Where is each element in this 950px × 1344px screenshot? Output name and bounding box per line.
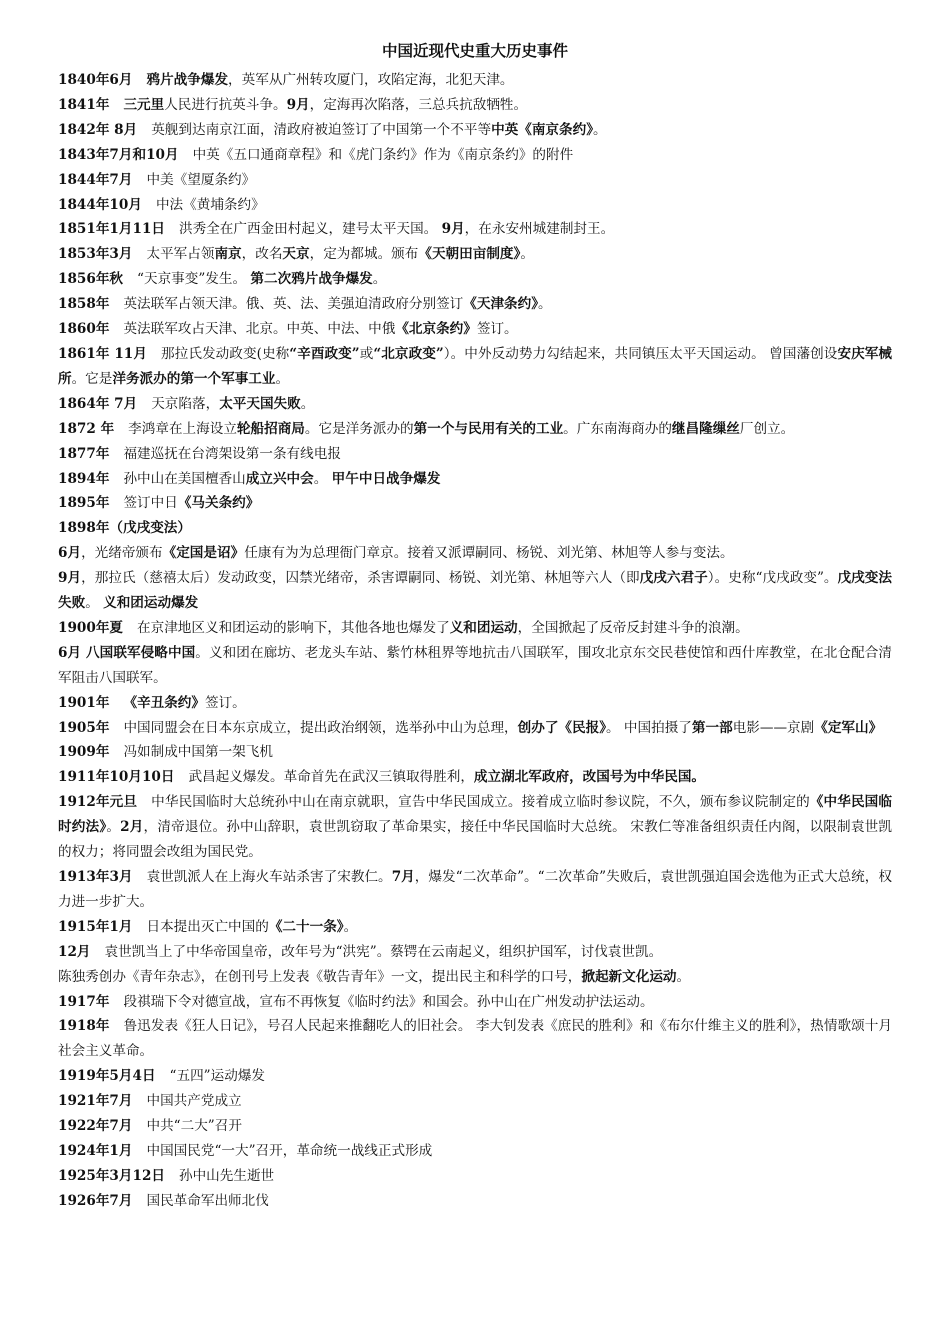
- event-text: 那拉氏发动政变(史称: [161, 345, 290, 362]
- event-date: 1901年: [58, 694, 110, 711]
- event-date: 1894年: [58, 470, 110, 487]
- event-date: 1900年夏: [58, 619, 124, 636]
- event-date: 1919年5月4日: [58, 1068, 156, 1085]
- event-text: 冯如制成中国第一架飞机: [123, 744, 273, 761]
- event-text-emphasis: 6月: [58, 545, 82, 562]
- event-entry: [58, 267, 892, 292]
- event-text: 李鸿章在上海设立: [128, 420, 237, 437]
- event-entry: [58, 566, 892, 616]
- event-text: 。义和团在廊坊、老龙头车站、紫竹林租界等地抗击八国联军，围攻北京东交民巷使馆和西什库教堂，在北仓配合清军阻击八国联军。: [58, 644, 892, 686]
- event-text: 中国共产党成立: [146, 1093, 242, 1110]
- event-text-emphasis: 《天朝田亩制度》: [418, 246, 521, 263]
- event-entry: [58, 93, 892, 118]
- event-text-emphasis: 戊戌变法失败: [58, 570, 893, 612]
- event-date: 1840年6月: [58, 72, 133, 88]
- event-text: 孙中山在美国檀香山: [123, 470, 246, 487]
- event-date: 1926年7月: [58, 1192, 133, 1209]
- event-entry: [58, 491, 892, 516]
- event-date: 1898年（戊戌变法）: [58, 520, 191, 537]
- event-text: ，光绪帝颁布: [81, 545, 163, 562]
- event-text-emphasis: 鸦片战争爆发: [146, 72, 229, 88]
- event-entry: [58, 765, 892, 790]
- event-entry: [58, 616, 892, 641]
- event-text: ）。中外反动势力勾结起来，共同镇压太平天国运动。 曾国藩创设: [443, 345, 838, 362]
- event-text: 在京津地区义和团运动的影响下，其他各地也爆发了: [137, 619, 450, 636]
- event-text-emphasis: 继昌隆缫丝: [671, 420, 740, 437]
- event-text: ，那拉氏（慈禧太后）发动政变，囚禁光绪帝，杀害谭嗣同、杨锐、刘光第、林旭等六人（即: [81, 570, 640, 587]
- event-date: 1842年 8月: [58, 121, 138, 138]
- event-text-emphasis: 2月: [120, 819, 144, 836]
- event-text-emphasis: 《定军山》: [814, 719, 883, 736]
- event-entry: [58, 217, 892, 242]
- event-date: 1844年7月: [58, 171, 133, 188]
- event-text-emphasis: 《定国是诏》: [162, 545, 245, 562]
- event-entry: [58, 143, 892, 168]
- event-text: 。: [300, 395, 315, 412]
- event-entry: [58, 68, 892, 93]
- event-text: 福建巡抚在台湾架设第一条有线电报: [123, 445, 341, 462]
- event-date: 1917年: [58, 993, 110, 1010]
- event-date: 1921年7月: [58, 1093, 133, 1110]
- event-text: 。: [343, 918, 358, 935]
- event-date: 1909年: [58, 744, 110, 761]
- event-text-emphasis: “辛酉政变”: [289, 345, 360, 362]
- event-text: 洪秀全在广西金田村起义，建号太平天国。: [179, 221, 442, 238]
- event-text: “五四”运动爆发: [169, 1068, 266, 1085]
- event-text-emphasis: 《天津条约》: [463, 296, 539, 313]
- event-text: 签订。: [476, 321, 518, 338]
- event-date: 1841年: [58, 96, 110, 113]
- event-entry: [58, 541, 892, 566]
- event-date: 1872 年: [58, 420, 115, 437]
- event-text: 任康有为为总理衙门章京。接着又派谭嗣同、杨锐、刘光第、林旭等人参与变法。: [244, 545, 734, 562]
- event-text: ，爆发“二次革命”。“二次革命”失败后，袁世凯强迫国会选他为正式大总统，权力进一步扩大。: [58, 869, 893, 910]
- event-text: 电影——京剧: [732, 719, 815, 736]
- event-text-emphasis: 6月 八国联军侵略中国: [58, 644, 196, 661]
- event-text-emphasis: 成立湖北军政府，改国号为中华民国。: [473, 769, 706, 786]
- event-date: 1915年1月: [58, 918, 133, 935]
- event-text-emphasis: 《中华民国临时约法》: [58, 794, 893, 836]
- event-text: 。: [275, 370, 290, 387]
- event-text: 签订中日: [123, 495, 178, 512]
- event-entry: [58, 1114, 892, 1139]
- event-entry: [58, 1164, 892, 1189]
- event-text: ，定海再次陷落，三总兵抗敌牺牲。: [309, 96, 528, 113]
- event-text: ）。史称“戊戌政变”。: [707, 570, 838, 587]
- event-text-emphasis: 《马关条约》: [177, 495, 260, 512]
- event-text: 。: [106, 819, 121, 836]
- event-text: 陈独秀创办《青年杂志》，在创刊号上发表《敬告青年》一文，提出民主和科学的口号，: [58, 968, 582, 985]
- event-text: ，改名: [241, 246, 283, 263]
- event-text: ，清帝退位。孙中山辞职，袁世凯窃取了革命果实，接任中华民国临时大总统。 宋教仁等准备组织责任内阁，以限制袁世凯的权力；将同盟会改组为国民党。: [58, 819, 892, 861]
- event-entry: [58, 790, 892, 865]
- event-text: 武昌起义爆发。革命首先在武汉三镇取得胜利，: [188, 769, 474, 786]
- event-text-emphasis: 《北京条约》: [395, 321, 477, 338]
- event-date: 1911年10月10日: [58, 769, 175, 786]
- event-text-emphasis: 成立兴中会: [245, 470, 314, 487]
- event-text-emphasis: 9月: [58, 570, 82, 587]
- event-entry: [58, 740, 892, 765]
- event-date: 1895年: [58, 495, 110, 512]
- event-text: 。: [676, 968, 691, 985]
- event-text-emphasis: 轮船招商局: [236, 420, 305, 437]
- event-text: 鲁迅发表《狂人日记》，号召人民起来推翻吃人的旧社会。 李大钊发表《庶民的胜利》和《布尔什维主义的胜利》，热情歌颂十月社会主义革命。: [58, 1018, 892, 1060]
- event-text: ，定为都城。颁布: [309, 246, 419, 263]
- event-text: 太平军占领: [146, 246, 215, 263]
- event-text: 。它是洋务派办的: [304, 420, 414, 437]
- event-entry: [58, 1014, 892, 1064]
- event-date: 1925年3月12日: [58, 1167, 165, 1184]
- event-entry: [58, 118, 892, 143]
- event-text-emphasis: 9月: [441, 221, 465, 238]
- event-text: 中国国民党“一大”召开，革命统一战线正式形成: [146, 1142, 433, 1159]
- event-text: 。广东南海商办的: [563, 420, 672, 437]
- event-text-emphasis: 第一个与民用有关的工业: [413, 420, 564, 437]
- event-text: 中国同盟会在日本东京成立，提出政治纲领，选举孙中山为总理，: [123, 719, 518, 736]
- event-text: 。: [372, 271, 387, 288]
- event-date: 1843年7月和10月: [58, 146, 179, 163]
- event-text: 签订。: [205, 694, 246, 711]
- event-text: 人民进行抗英斗争。: [164, 96, 287, 113]
- event-entry: [58, 1189, 892, 1214]
- event-entry: [58, 342, 892, 392]
- event-text-emphasis: 太平天国失败: [219, 395, 301, 412]
- event-text: 。它是: [71, 370, 113, 387]
- event-date: 1851年1月11日: [58, 221, 165, 238]
- event-text-emphasis: 甲午中日战争爆发: [331, 470, 441, 487]
- event-text: 或: [359, 345, 374, 362]
- event-text-emphasis: 天京: [282, 246, 310, 263]
- event-text: 中英《五口通商章程》和《虎门条约》作为《南京条约》的附件: [192, 146, 574, 163]
- event-date: 1853年3月: [58, 246, 133, 263]
- event-entry: [58, 292, 892, 317]
- event-date: 1924年1月: [58, 1142, 133, 1159]
- event-text-emphasis: 第一部: [691, 719, 733, 736]
- event-text-emphasis: “北京政变”: [373, 345, 444, 362]
- event-entry: [58, 516, 892, 541]
- event-entry: [58, 915, 892, 940]
- event-entry: [58, 865, 892, 915]
- event-text: 。: [538, 296, 552, 313]
- event-entry: [58, 1064, 892, 1089]
- event-text: 。: [313, 470, 332, 487]
- event-text-emphasis: 《二十一条》: [268, 918, 344, 935]
- event-list: [58, 68, 892, 1214]
- event-entry: [58, 442, 892, 467]
- event-text: 日本提出灭亡中国的: [146, 918, 269, 935]
- event-text: 。: [85, 595, 104, 612]
- event-entry: [58, 193, 892, 218]
- event-text-emphasis: 创办了《民报》: [517, 719, 607, 736]
- event-text: 。: [593, 121, 607, 138]
- event-entry: [58, 317, 892, 342]
- event-text-emphasis: 安庆军械所: [58, 345, 893, 387]
- event-date: 1922年7月: [58, 1118, 133, 1135]
- event-text-emphasis: 义和团运动: [449, 619, 518, 636]
- event-entry: [58, 990, 892, 1015]
- event-text: 袁世凯当上了中华帝国皇帝，改年号为“洪宪”。蔡锷在云南起义，组织护国军，讨伐袁世凯。: [104, 943, 663, 960]
- event-text: 。: [520, 246, 534, 263]
- event-text-emphasis: 戊戌六君子: [639, 570, 708, 587]
- event-date: 1860年: [58, 321, 110, 338]
- event-entry: [58, 691, 892, 716]
- event-text: 厂创立。: [739, 420, 795, 437]
- event-text: 段祺瑞下令对德宣战，宣布不再恢复《临时约法》和国会。孙中山在广州发动护法运动。: [123, 993, 654, 1010]
- event-entry: [58, 716, 892, 741]
- event-text: ，全国掀起了反帝反封建斗争的浪潮。: [517, 619, 749, 636]
- event-entry: [58, 417, 892, 442]
- event-date: 1918年: [58, 1018, 110, 1035]
- event-entry: [58, 467, 892, 492]
- event-text-emphasis: 第二次鸦片战争爆发: [250, 271, 373, 288]
- event-text-emphasis: 义和团运动爆发: [103, 595, 199, 612]
- page-title: 中国近现代史重大历史事件: [381, 41, 568, 60]
- event-text: 中法《黄埔条约》: [155, 196, 265, 213]
- event-date: 1858年: [58, 296, 110, 313]
- event-entry: [58, 1139, 892, 1164]
- event-entry: [58, 965, 892, 990]
- event-text-emphasis: 中英《南京条约》: [491, 121, 594, 138]
- event-date: 12月: [58, 943, 91, 960]
- event-date: 1856年秋: [58, 271, 124, 288]
- event-text: 英法联军占领天津。俄、英、法、美强迫清政府分别签订: [123, 296, 464, 313]
- event-date: 1864年 7月: [58, 395, 138, 412]
- event-entry: [58, 242, 892, 267]
- event-text: 中共“二大”召开: [146, 1118, 242, 1135]
- event-entry: [58, 392, 892, 417]
- event-date: 1861年 11月: [58, 345, 147, 362]
- event-date: 1844年10月: [58, 196, 142, 213]
- event-text-emphasis: 洋务派办的第一个军事工业: [112, 370, 276, 387]
- event-date: 1912年元旦: [58, 794, 138, 811]
- event-text-emphasis: 7月: [391, 869, 415, 885]
- event-text: 袁世凯派人在上海火车站杀害了宋教仁。: [146, 869, 392, 885]
- event-text: 天京陷落，: [151, 395, 220, 412]
- event-text: ，英军从广州转攻厦门，攻陷定海，北犯天津。: [228, 72, 514, 88]
- event-text: 孙中山先生逝世: [179, 1167, 275, 1184]
- event-date: 1913年3月: [58, 869, 133, 885]
- event-text: 英法联军攻占天津、北京。中英、中法、中俄: [123, 321, 396, 338]
- event-text: 中美《望厦条约》: [146, 171, 256, 188]
- event-text: ，在永安州城建制封王。: [464, 221, 615, 238]
- event-text-emphasis: 南京: [214, 246, 242, 263]
- event-text-emphasis: 三元里: [123, 96, 165, 113]
- event-text: “天京事变”发生。: [137, 271, 251, 288]
- event-text: 。 中国拍摄了: [606, 719, 692, 736]
- event-date: 1877年: [58, 445, 110, 462]
- event-entry: [58, 940, 892, 965]
- event-text: 中华民国临时大总统孙中山在南京就职，宣告中华民国成立。接着成立临时参议院，不久，颁布参议院制定的: [151, 794, 810, 811]
- event-text-emphasis: 9月: [286, 96, 310, 113]
- event-text-emphasis: 掀起新文化运动: [581, 968, 677, 985]
- event-entry: [58, 641, 892, 691]
- event-date: 1905年: [58, 719, 110, 736]
- event-text: 国民革命军出师北伐: [146, 1192, 269, 1209]
- event-text: 英舰到达南京江面，清政府被迫签订了中国第一个不平等: [151, 121, 492, 138]
- event-entry: [58, 1089, 892, 1114]
- event-entry: [58, 168, 892, 193]
- event-text-emphasis: 《辛丑条约》: [123, 694, 205, 711]
